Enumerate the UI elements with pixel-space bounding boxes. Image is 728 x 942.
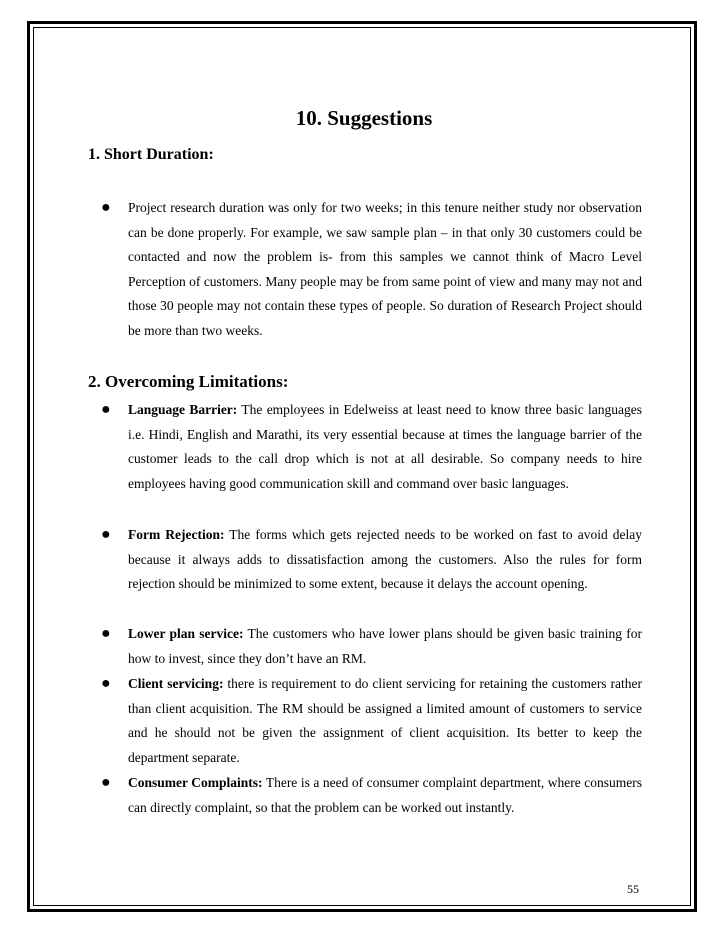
list-item-text: Language Barrier: The employees in Edelweiss at least need to know three basic languages i.e. Hindi, English and Marathi, its very essential because at times the language barrier of the customer leads to the call drop which is not at all desirable. So company needs to hire employees having good communication skill and command over basic languages. bbox=[128, 402, 642, 491]
page-number: 55 bbox=[627, 882, 639, 896]
item-label: Client servicing: bbox=[128, 676, 224, 691]
section-heading-overcoming-limitations: 2. Overcoming Limitations: bbox=[88, 372, 289, 391]
item-label: Consumer Complaints: bbox=[128, 775, 263, 790]
bullet-icon: ● bbox=[101, 625, 111, 642]
list-item-text: Consumer Complaints: There is a need of consumer complaint department, where consumers can directly complaint, so that the problem can be worked out instantly. bbox=[128, 775, 643, 815]
bullet-icon: ● bbox=[101, 675, 111, 692]
list-item-text: Lower plan service: The customers who have lower plans should be given basic training for how to invest, since they don’t have an RM. bbox=[128, 626, 642, 666]
bullet-icon: ● bbox=[101, 199, 111, 216]
list-item-text: Client servicing: there is requirement to do client servicing for retaining the customers rather than client acquisition. The RM should be assigned a limited amount of customers to service and he should not be given the assignment of client acquisition. Its better to keep the department separate. bbox=[128, 676, 642, 765]
item-label: Lower plan service: bbox=[128, 626, 244, 641]
list-item-text: Project research duration was only for two weeks; in this tenure neither study nor observation can be done properly. For example, we saw sample plan – in that only 30 customers could be contacted and now the problem is- from this samples we cannot think of Macro Level Perception of customers. Many people may be from same point of view and many may not and those 30 people may not contain these types of people. So duration of Research Project should be more than two weeks. bbox=[128, 200, 642, 338]
bullet-icon: ● bbox=[101, 401, 111, 418]
section-heading-short-duration: 1. Short Duration: bbox=[88, 146, 214, 163]
item-label: Language Barrier: bbox=[128, 402, 238, 417]
bullet-icon: ● bbox=[101, 774, 111, 791]
bullet-icon: ● bbox=[101, 526, 111, 543]
list-item-text: Form Rejection: The forms which gets rejected needs to be worked on fast to avoid delay because it always adds to dissatisfaction among the customers. Also the rules for form rejection should be minimized to some extent, because it delays the account opening. bbox=[128, 527, 642, 591]
page-title: 10. Suggestions bbox=[295, 106, 433, 130]
item-label: Form Rejection: bbox=[128, 527, 225, 542]
